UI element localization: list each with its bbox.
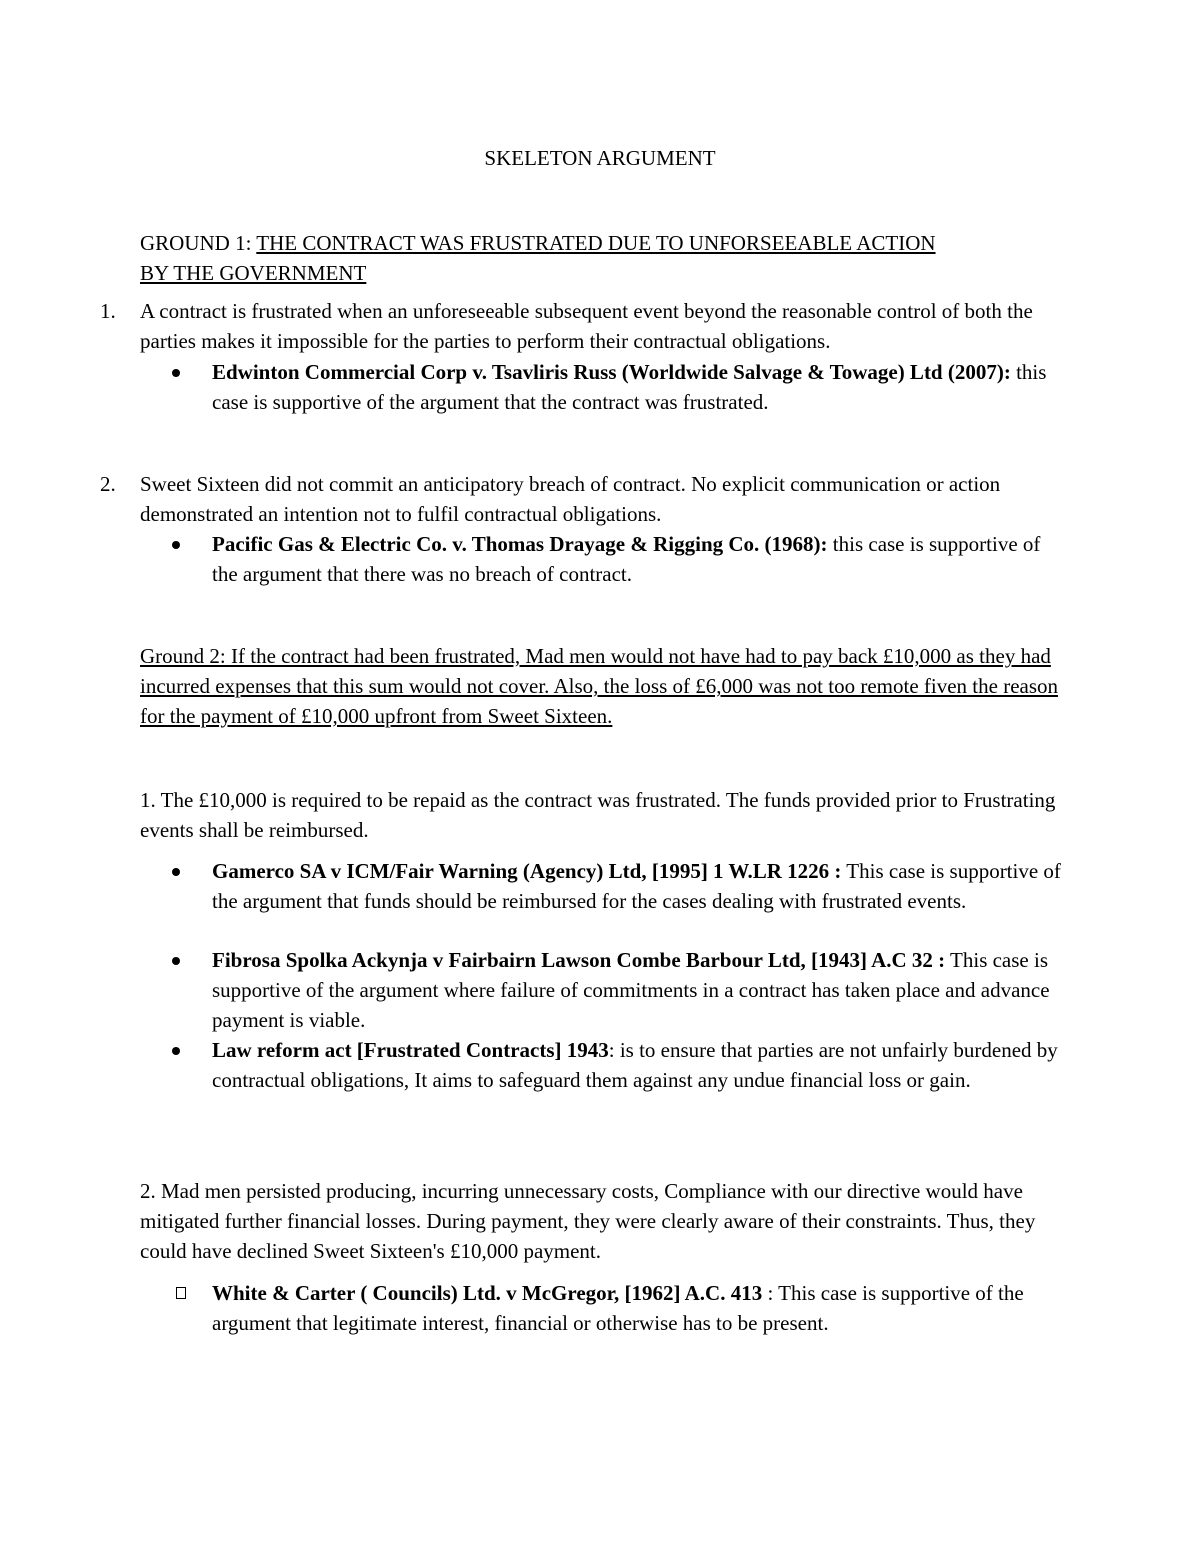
ground-1-heading-line-2: BY THE GOVERNMENT [140, 261, 367, 285]
case-description: : This case is supportive of the argument that legitimate interest, financial or otherwise has to be present. [212, 1281, 1024, 1335]
ground-2-point-1: 1. The £10,000 is required to be repaid as the contract was frustrated. The funds provided prior to Frustrating events shall be reimbursed. [140, 788, 1056, 842]
point-text: Sweet Sixteen did not commit an anticipatory breach of contract. No explicit communication or action demonstrated an intention not to fulfil contractual obligations. [140, 472, 1001, 526]
case-description: this case is supportive of the argument that the contract was frustrated. [212, 360, 1047, 414]
case-citation: White & Carter ( Councils) Ltd. v McGregor, [1962] A.C. 413 [212, 1281, 763, 1305]
ground-1-point-1 [100, 296, 1070, 356]
ground-2-point-1-case-2 [172, 945, 1070, 1035]
ground-1-prefix: GROUND 1: [140, 231, 257, 255]
case-citation: Fibrosa Spolka Ackynja v Fairbairn Lawson Combe Barbour Ltd, [1943] A.C 32 : [212, 948, 946, 972]
case-description: this case is supportive of the argument that there was no breach of contract. [212, 532, 1041, 586]
case-description: : is to ensure that parties are not unfairly burdened by contractual obligations, It aims to safeguard them against any undue financial loss or gain. [212, 1038, 1058, 1092]
ground-2-point-2: 2. Mad men persisted producing, incurring unnecessary costs, Compliance with our directive would have mitigated further financial losses. During payment, they were clearly aware of their constraints. Thus, they could have declined Sweet Sixteen's £10,000 payment. [140, 1179, 1036, 1263]
ground-2-point-1-case-1 [172, 856, 1070, 916]
bullet-icon [172, 369, 180, 377]
ground-2-point-1-case-3 [172, 1035, 1070, 1095]
case-description: This case is supportive of the argument where failure of commitments in a contract has taken place and advance payment is viable. [212, 948, 1050, 1032]
document-title: SKELETON ARGUMENT [484, 146, 716, 170]
bullet-icon [172, 868, 180, 876]
list-number: 1. [100, 299, 116, 323]
ground-1-heading-line-1: THE CONTRACT WAS FRUSTRATED DUE TO UNFORSEEABLE ACTION [256, 231, 936, 255]
case-citation: Law reform act [Frustrated Contracts] 1943 [212, 1038, 609, 1062]
case-description: This case is supportive of the argument that funds should be reimbursed for the cases dealing with frustrated events. [212, 859, 1061, 913]
ground-1-point-1-case [172, 357, 1070, 417]
ground-1-point-2-case [172, 529, 1070, 589]
ground-2-point-2-case [172, 1278, 1070, 1338]
list-number: 2. [100, 472, 116, 496]
checkbox-bullet-icon [176, 1287, 186, 1299]
case-citation: Edwinton Commercial Corp v. Tsavliris Russ (Worldwide Salvage & Towage) Ltd (2007): [212, 360, 1011, 384]
ground-1-heading [140, 228, 1070, 288]
case-citation: Pacific Gas & Electric Co. v. Thomas Drayage & Rigging Co. (1968): [212, 532, 828, 556]
bullet-icon [172, 1047, 180, 1055]
bullet-icon [172, 957, 180, 965]
bullet-icon [172, 541, 180, 549]
case-citation: Gamerco SA v ICM/Fair Warning (Agency) Ltd, [1995] 1 W.LR 1226 : [212, 859, 842, 883]
point-text: A contract is frustrated when an unforeseeable subsequent event beyond the reasonable control of both the parties makes it impossible for the parties to perform their contractual obligations. [140, 299, 1033, 353]
ground-1-point-2 [100, 469, 1070, 529]
ground-2-heading: Ground 2: If the contract had been frustrated, Mad men would not have had to pay back £10,000 as they had incurred expenses that this sum would not cover. Also, the loss of £6,000 was not too remote fiven the reason for the payment of £10,000 upfront from Sweet Sixteen. [140, 644, 1059, 728]
